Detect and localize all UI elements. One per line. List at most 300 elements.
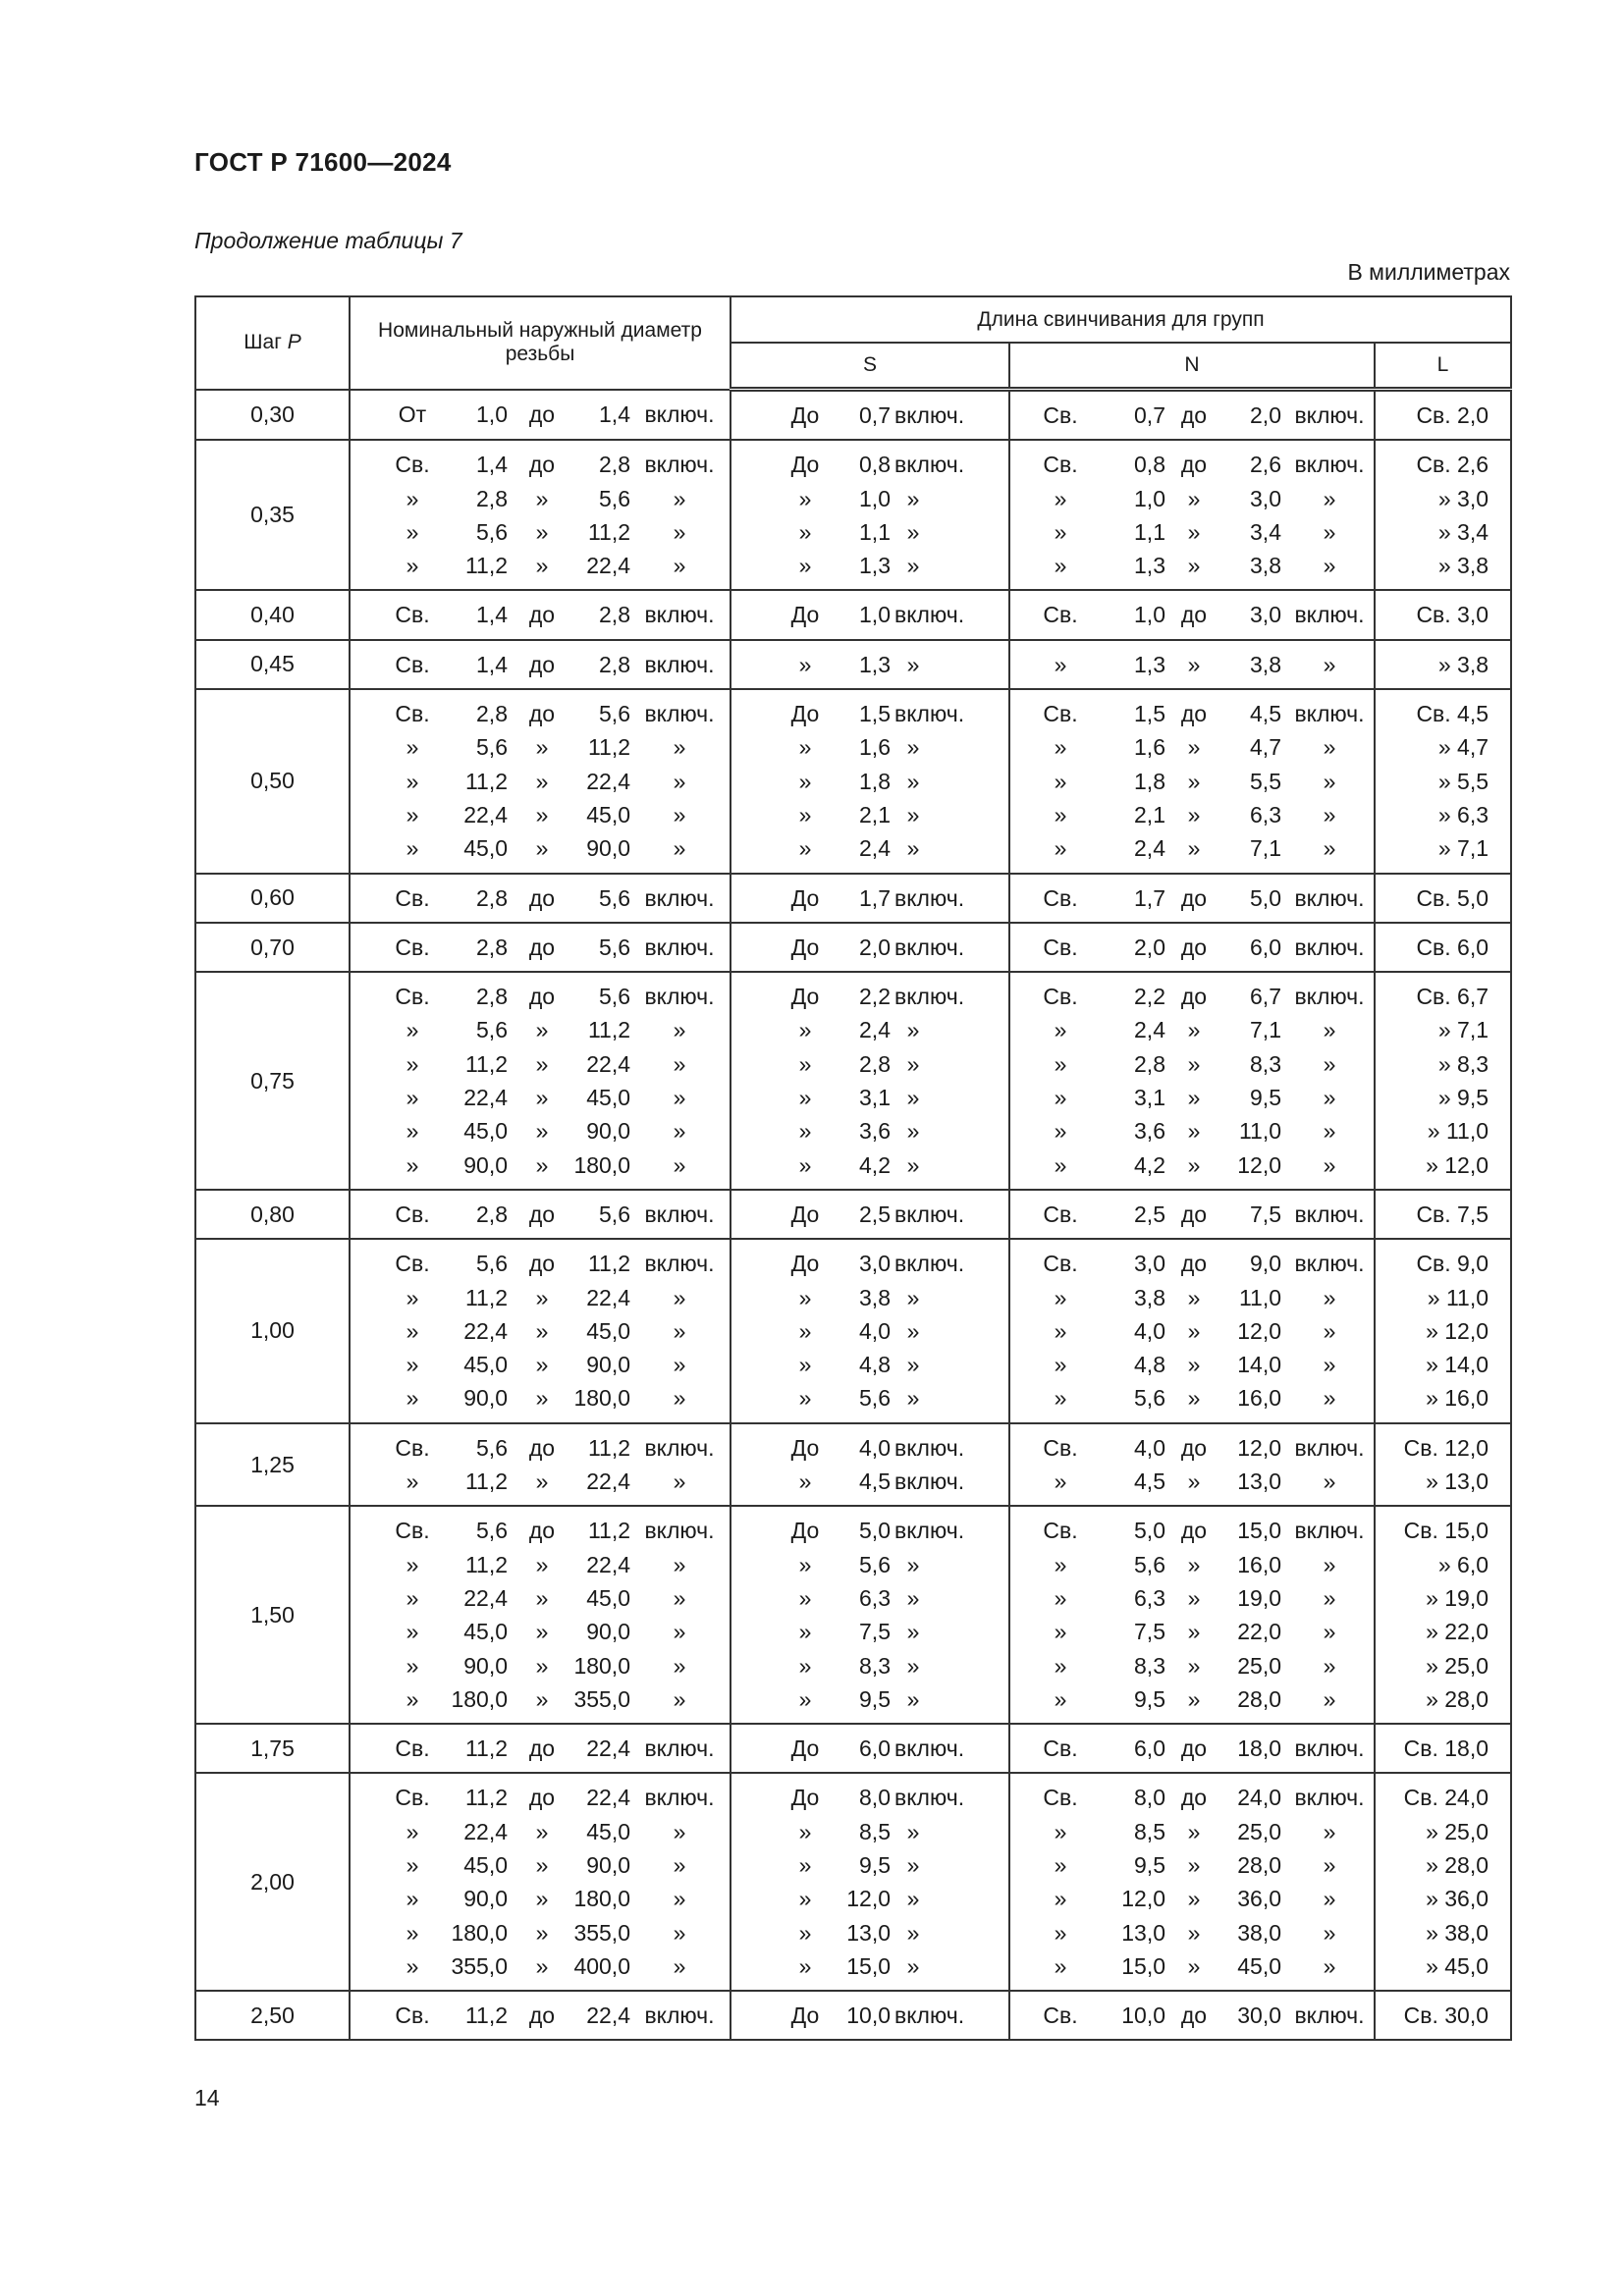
- diameter-part: до: [528, 1434, 556, 1461]
- cell-line: [1010, 730, 1374, 764]
- n-part: 13,0: [1237, 1468, 1281, 1495]
- pitch-cell: 2,50: [195, 1991, 350, 2040]
- diameter-part: »: [673, 1551, 686, 1577]
- diameter-part: 180,0: [451, 1919, 508, 1946]
- diameter-part: 5,6: [599, 984, 630, 1010]
- n-part: 1,3: [1134, 553, 1165, 579]
- s-suffix: включ.: [894, 1201, 965, 1227]
- n-part: 11,0: [1238, 1118, 1281, 1145]
- diameter-part: »: [535, 1118, 549, 1145]
- diameter-part: »: [535, 1952, 549, 1979]
- diameter-part: Св.: [395, 602, 430, 628]
- diameter-part: »: [673, 1685, 686, 1712]
- cell-line: [1010, 697, 1374, 730]
- diameter-part: включ.: [644, 984, 715, 1010]
- pitch-cell: 1,75: [195, 1724, 350, 1773]
- header-group-n: N: [1009, 343, 1375, 390]
- table-row: [195, 440, 1511, 590]
- n-part: 25,0: [1237, 1652, 1281, 1679]
- cell-line: [351, 697, 730, 730]
- n-part: 38,0: [1237, 1919, 1281, 1946]
- n-part: 4,2: [1134, 1151, 1165, 1178]
- diameter-part: 2,8: [599, 602, 630, 628]
- diameter-part: »: [406, 1050, 419, 1077]
- cell-line: [1010, 1848, 1374, 1882]
- s-prefix: До: [790, 1251, 820, 1277]
- cell-line: [1010, 1047, 1374, 1081]
- pitch-cell: 0,35: [195, 440, 350, 590]
- group-n-cell: [1009, 440, 1375, 590]
- n-part: Св.: [1043, 2002, 1078, 2029]
- cell-line: [1010, 1148, 1374, 1182]
- n-part: 19,0: [1237, 1584, 1281, 1611]
- diameter-part: 11,2: [587, 1251, 630, 1277]
- cell-line: [351, 798, 730, 831]
- diameter-part: 11,2: [587, 1017, 630, 1043]
- cell-line: [1010, 831, 1374, 865]
- s-prefix: До: [790, 1735, 820, 1762]
- standard-designation: ГОСТ Р 71600—2024: [194, 147, 452, 177]
- diameter-part: 22,4: [586, 1735, 630, 1762]
- n-part: 6,0: [1250, 934, 1281, 960]
- l-value: Св. 6,0: [1416, 934, 1489, 960]
- diameter-part: »: [406, 1551, 419, 1577]
- diameter-part: Св.: [395, 1434, 430, 1461]
- group-n-cell: [1009, 1724, 1375, 1773]
- diameter-part: От: [398, 401, 427, 428]
- n-part: »: [1187, 1818, 1201, 1844]
- n-part: »: [1187, 1317, 1201, 1344]
- pitch-cell: 0,50: [195, 689, 350, 873]
- n-part: »: [1187, 1050, 1201, 1077]
- s-value: 4,8: [859, 1352, 891, 1378]
- s-value: 1,8: [859, 768, 891, 794]
- cell-line: [1376, 1465, 1510, 1498]
- n-part: »: [1054, 1317, 1067, 1344]
- l-value: » 28,0: [1426, 1851, 1489, 1878]
- n-part: »: [1323, 1652, 1336, 1679]
- n-part: 8,5: [1134, 1818, 1165, 1844]
- diameter-part: 90,0: [586, 1118, 630, 1145]
- cell-line: [1376, 798, 1510, 831]
- diameter-part: »: [406, 1118, 419, 1145]
- s-prefix: До: [790, 2002, 820, 2029]
- diameter-part: »: [535, 734, 549, 761]
- n-part: »: [1054, 1919, 1067, 1946]
- cell-line: [351, 482, 730, 515]
- diameter-part: »: [406, 1851, 419, 1878]
- table-row: [195, 390, 1511, 441]
- cell-line: [1376, 1247, 1510, 1280]
- n-part: включ.: [1294, 602, 1365, 628]
- s-prefix: »: [798, 1685, 812, 1712]
- cell-line: [1010, 1114, 1374, 1148]
- diameter-part: 180,0: [573, 1886, 630, 1912]
- cell-line: [351, 1081, 730, 1114]
- cell-line: [1376, 765, 1510, 798]
- cell-line: [1376, 448, 1510, 481]
- group-s-cell: [731, 972, 1009, 1190]
- diameter-part: »: [406, 485, 419, 511]
- s-prefix: До: [790, 452, 820, 478]
- cell-line: [1010, 1465, 1374, 1498]
- n-part: »: [1187, 801, 1201, 828]
- l-value: » 28,0: [1426, 1685, 1489, 1712]
- diameter-part: »: [673, 553, 686, 579]
- s-prefix: »: [798, 1085, 812, 1111]
- s-value: 1,3: [859, 651, 891, 677]
- n-part: 5,0: [1250, 884, 1281, 911]
- diameter-part: до: [528, 651, 556, 677]
- diameter-part: »: [406, 1468, 419, 1495]
- s-prefix: До: [790, 701, 820, 727]
- n-part: Св.: [1043, 884, 1078, 911]
- s-prefix: »: [798, 1352, 812, 1378]
- cell-line: [731, 549, 1008, 582]
- cell-line: [351, 765, 730, 798]
- cell-line: [731, 399, 1008, 432]
- cell-line: [1010, 1949, 1374, 1983]
- diameter-part: »: [406, 518, 419, 545]
- n-part: 45,0: [1237, 1952, 1281, 1979]
- diameter-part: »: [535, 768, 549, 794]
- diameter-part: 45,0: [463, 1352, 508, 1378]
- n-part: до: [1180, 1518, 1208, 1544]
- s-suffix: »: [906, 734, 920, 761]
- cell-line: [1010, 1682, 1374, 1716]
- n-part: 3,8: [1250, 553, 1281, 579]
- n-part: 15,0: [1121, 1952, 1165, 1979]
- s-prefix: До: [790, 984, 820, 1010]
- page-number: 14: [194, 2085, 220, 2110]
- diameter-part: »: [673, 768, 686, 794]
- s-suffix: »: [906, 1551, 920, 1577]
- diameter-part: »: [406, 1952, 419, 1979]
- l-value: » 5,5: [1437, 768, 1489, 794]
- n-part: »: [1187, 485, 1201, 511]
- s-suffix: »: [906, 651, 920, 677]
- diameter-part: до: [528, 1785, 556, 1811]
- n-part: 4,0: [1134, 1434, 1165, 1461]
- group-s-cell: [731, 874, 1009, 923]
- s-value: 1,0: [859, 602, 891, 628]
- cell-line: [1010, 1247, 1374, 1280]
- pitch-cell: 0,70: [195, 923, 350, 972]
- s-suffix: включ.: [894, 884, 965, 911]
- s-suffix: »: [906, 1385, 920, 1412]
- n-part: »: [1054, 1886, 1067, 1912]
- n-part: включ.: [1294, 1785, 1365, 1811]
- n-part: »: [1323, 1385, 1336, 1412]
- diameter-part: включ.: [644, 1735, 715, 1762]
- n-part: включ.: [1294, 1201, 1365, 1227]
- cell-line: [1010, 1348, 1374, 1381]
- l-value: » 14,0: [1426, 1352, 1489, 1378]
- cell-line: [1376, 1949, 1510, 1983]
- cell-line: [351, 398, 730, 431]
- cell-line: [1010, 598, 1374, 631]
- diameter-part: включ.: [644, 602, 715, 628]
- s-suffix: »: [906, 553, 920, 579]
- l-value: Св. 2,6: [1416, 452, 1489, 478]
- s-suffix: »: [906, 1851, 920, 1878]
- diameter-part: 22,4: [586, 1468, 630, 1495]
- n-part: »: [1323, 1017, 1336, 1043]
- n-part: включ.: [1294, 1735, 1365, 1762]
- s-value: 2,0: [859, 934, 891, 960]
- cell-line: [1376, 1381, 1510, 1415]
- group-s-cell: [731, 1190, 1009, 1239]
- s-value: 1,6: [859, 734, 891, 761]
- cell-line: [1376, 1649, 1510, 1682]
- n-part: »: [1323, 553, 1336, 579]
- n-part: »: [1054, 553, 1067, 579]
- n-part: Св.: [1043, 934, 1078, 960]
- diameter-cell: [350, 874, 731, 923]
- diameter-part: »: [535, 1317, 549, 1344]
- l-value: » 3,0: [1437, 485, 1489, 511]
- cell-line: [1376, 730, 1510, 764]
- cell-line: [731, 1247, 1008, 1280]
- n-part: »: [1323, 1284, 1336, 1310]
- n-part: 28,0: [1237, 1685, 1281, 1712]
- cell-line: [1376, 1148, 1510, 1182]
- n-part: 5,5: [1250, 768, 1281, 794]
- diameter-cell: [350, 972, 731, 1190]
- n-part: »: [1323, 485, 1336, 511]
- s-prefix: »: [798, 1551, 812, 1577]
- l-value: » 7,1: [1437, 835, 1489, 862]
- diameter-part: »: [673, 1919, 686, 1946]
- cell-line: [731, 1882, 1008, 1915]
- diameter-cell: [350, 689, 731, 873]
- n-part: »: [1323, 768, 1336, 794]
- diameter-part: »: [535, 1919, 549, 1946]
- diameter-part: 11,2: [464, 553, 508, 579]
- n-part: »: [1054, 1551, 1067, 1577]
- diameter-part: 5,6: [476, 1017, 508, 1043]
- diameter-part: 5,6: [476, 518, 508, 545]
- diameter-part: 45,0: [463, 835, 508, 862]
- diameter-part: »: [535, 1551, 549, 1577]
- n-part: 7,1: [1250, 835, 1281, 862]
- s-value: 10,0: [846, 2002, 891, 2029]
- diameter-part: включ.: [644, 2002, 715, 2029]
- diameter-part: »: [673, 734, 686, 761]
- diameter-part: 45,0: [586, 801, 630, 828]
- s-suffix: »: [906, 1685, 920, 1712]
- n-part: включ.: [1294, 701, 1365, 727]
- cell-line: [1010, 1999, 1374, 2032]
- n-part: »: [1054, 801, 1067, 828]
- n-part: »: [1323, 835, 1336, 862]
- n-part: 24,0: [1237, 1785, 1281, 1811]
- cell-line: [731, 1548, 1008, 1581]
- diameter-part: »: [406, 1685, 419, 1712]
- s-prefix: До: [790, 1201, 820, 1227]
- s-prefix: До: [790, 1434, 820, 1461]
- diameter-part: 1,4: [476, 602, 508, 628]
- l-value: » 19,0: [1426, 1584, 1489, 1611]
- cell-line: [1010, 1615, 1374, 1648]
- n-part: 4,0: [1134, 1317, 1165, 1344]
- group-n-cell: [1009, 689, 1375, 873]
- cell-line: [731, 831, 1008, 865]
- pitch-cell: 0,40: [195, 590, 350, 639]
- diameter-part: »: [535, 1352, 549, 1378]
- cell-line: [1010, 1431, 1374, 1465]
- diameter-part: »: [535, 1886, 549, 1912]
- n-part: 3,1: [1134, 1085, 1165, 1111]
- header-pitch: Шаг P: [195, 296, 350, 390]
- cell-line: [1010, 1581, 1374, 1615]
- diameter-part: »: [673, 1619, 686, 1645]
- diameter-part: 5,6: [476, 1518, 508, 1544]
- group-s-cell: [731, 590, 1009, 639]
- s-value: 1,3: [859, 553, 891, 579]
- group-s-cell: [731, 1239, 1009, 1422]
- diameter-part: »: [406, 1085, 419, 1111]
- s-suffix: »: [906, 518, 920, 545]
- n-part: 6,3: [1250, 801, 1281, 828]
- n-part: »: [1054, 768, 1067, 794]
- table-row: [195, 874, 1511, 923]
- diameter-part: до: [528, 1201, 556, 1227]
- s-prefix: До: [790, 934, 820, 960]
- header-engagement-length: Длина свинчивания для групп: [731, 296, 1511, 343]
- diameter-part: »: [406, 1284, 419, 1310]
- diameter-part: »: [406, 1017, 419, 1043]
- cell-line: [1010, 1781, 1374, 1814]
- group-s-cell: [731, 440, 1009, 590]
- diameter-part: 11,2: [587, 1434, 630, 1461]
- diameter-part: включ.: [644, 651, 715, 677]
- cell-line: [731, 1848, 1008, 1882]
- n-part: »: [1187, 1551, 1201, 1577]
- diameter-part: 90,0: [463, 1652, 508, 1679]
- n-part: 10,0: [1121, 2002, 1165, 2029]
- cell-line: [351, 1247, 730, 1280]
- cell-line: [351, 1548, 730, 1581]
- diameter-part: Св.: [395, 934, 430, 960]
- s-suffix: включ.: [894, 1434, 965, 1461]
- n-part: включ.: [1294, 1518, 1365, 1544]
- diameter-part: »: [535, 1085, 549, 1111]
- n-part: »: [1054, 1818, 1067, 1844]
- s-suffix: »: [906, 1584, 920, 1611]
- s-value: 1,1: [859, 518, 891, 545]
- diameter-part: включ.: [644, 1518, 715, 1544]
- l-value: » 12,0: [1426, 1317, 1489, 1344]
- n-part: »: [1187, 1151, 1201, 1178]
- table-row: [195, 1423, 1511, 1507]
- s-prefix: »: [798, 801, 812, 828]
- diameter-part: »: [535, 1619, 549, 1645]
- s-prefix: До: [790, 602, 820, 628]
- diameter-part: 11,2: [587, 518, 630, 545]
- table-row: [195, 1991, 1511, 2040]
- table-row: [195, 1190, 1511, 1239]
- diameter-part: 180,0: [573, 1151, 630, 1178]
- s-value: 4,0: [859, 1434, 891, 1461]
- table-row: [195, 640, 1511, 689]
- s-value: 2,5: [859, 1201, 891, 1227]
- cell-line: [1010, 1381, 1374, 1415]
- cell-line: [1376, 1013, 1510, 1046]
- n-part: »: [1054, 1584, 1067, 1611]
- n-part: 15,0: [1237, 1518, 1281, 1544]
- cell-line: [1010, 1013, 1374, 1046]
- n-part: Св.: [1043, 1251, 1078, 1277]
- s-value: 7,5: [859, 1619, 891, 1645]
- group-s-cell: [731, 689, 1009, 873]
- n-part: »: [1187, 1952, 1201, 1979]
- diameter-part: »: [535, 835, 549, 862]
- n-part: 4,5: [1134, 1468, 1165, 1495]
- group-n-cell: [1009, 874, 1375, 923]
- cell-line: [731, 1013, 1008, 1046]
- n-part: »: [1187, 553, 1201, 579]
- diameter-part: 22,4: [586, 553, 630, 579]
- n-part: до: [1180, 602, 1208, 628]
- cell-line: [351, 1848, 730, 1882]
- group-l-cell: [1375, 1239, 1511, 1422]
- n-part: 3,0: [1250, 602, 1281, 628]
- diameter-part: 45,0: [586, 1818, 630, 1844]
- n-part: Св.: [1043, 602, 1078, 628]
- cell-line: [1010, 1815, 1374, 1848]
- s-value: 5,6: [859, 1551, 891, 1577]
- cell-line: [1376, 482, 1510, 515]
- s-suffix: включ.: [894, 1518, 965, 1544]
- cell-line: [351, 1581, 730, 1615]
- l-value: » 25,0: [1426, 1652, 1489, 1679]
- header-group-l: L: [1375, 343, 1511, 390]
- n-part: 4,7: [1250, 734, 1281, 761]
- n-part: включ.: [1294, 452, 1365, 478]
- diameter-part: 2,8: [476, 934, 508, 960]
- cell-line: [351, 831, 730, 865]
- s-value: 2,8: [859, 1050, 891, 1077]
- diameter-part: »: [406, 1818, 419, 1844]
- n-part: »: [1323, 1886, 1336, 1912]
- n-part: »: [1323, 1818, 1336, 1844]
- diameter-part: 90,0: [586, 1851, 630, 1878]
- diameter-part: »: [535, 518, 549, 545]
- table-row: [195, 590, 1511, 639]
- s-prefix: »: [798, 1151, 812, 1178]
- s-prefix: »: [798, 734, 812, 761]
- n-part: »: [1187, 1284, 1201, 1310]
- cell-line: [731, 1781, 1008, 1814]
- diameter-part: до: [528, 401, 556, 428]
- cell-line: [351, 549, 730, 582]
- n-part: 1,0: [1134, 485, 1165, 511]
- diameter-part: включ.: [644, 401, 715, 428]
- diameter-part: »: [673, 1352, 686, 1378]
- cell-line: [731, 1649, 1008, 1682]
- cell-line: [731, 1081, 1008, 1114]
- n-part: до: [1180, 452, 1208, 478]
- n-part: »: [1323, 1085, 1336, 1111]
- pitch-cell: 0,30: [195, 390, 350, 441]
- cell-line: [1376, 1999, 1510, 2032]
- pitch-cell: 1,50: [195, 1506, 350, 1724]
- diameter-part: 5,6: [599, 934, 630, 960]
- pitch-cell: 1,00: [195, 1239, 350, 1422]
- diameter-part: 11,2: [464, 1735, 508, 1762]
- l-value: » 9,5: [1437, 1085, 1489, 1111]
